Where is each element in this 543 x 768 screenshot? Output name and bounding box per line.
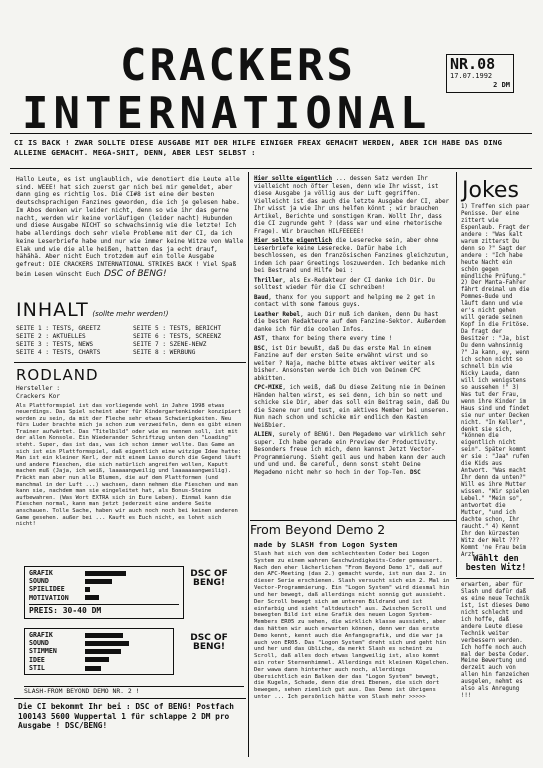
intro-signature: DSC of BENG! — [104, 268, 167, 279]
greet-bsc: , ist Dir bewußt, daß Du das erste Mal in einem Fanzine auf der ersten Seite erwähnt wirst und so weiter ? Naja, mache bitte etwas aktiver weiter als bisher. Ansonsten werde ich Dich von Deinem CPC abkitten. — [254, 345, 435, 382]
rodland-rating-bar-grafik — [85, 571, 126, 576]
issue-date: 17.07.1992 — [450, 72, 493, 80]
editorial-heading-1: Hier sollte eigentlich — [254, 176, 333, 182]
rodland-block — [16, 366, 244, 530]
banner-text: CI IS BACK ! ZWAR SOLLTE DIESE AUSGABE MIT DER HILFE EINIGER FREAX GEMACHT WERDEN, ABER ICH HABE DAS DING ALLEINE GEMACHT. MEGA-SHIT, DENN, ABER LEST SELBST : — [14, 138, 503, 157]
greet-baud: , thanx for you support and helping me 2 get in contact with some famous guys. — [254, 294, 435, 308]
rule-top — [10, 133, 532, 134]
rodland-rating-bar-spielidee — [85, 587, 90, 592]
rodland-rating-bar-motivation — [85, 595, 99, 600]
fbd-rating-label-idee: IDEE — [29, 655, 45, 664]
fbd-rating-bar-stil — [85, 666, 101, 671]
fbd-title: From Beyond Demo 2 — [250, 522, 386, 537]
inhalt-right-4: SEITE 8 : WERBUNG — [133, 348, 196, 356]
fbd-rating-bar-stimmen — [85, 649, 121, 654]
inhalt-left-3: SEITE 3 : TESTS, NEWS — [16, 340, 94, 348]
rodland-rating-box — [24, 566, 184, 619]
rodland-rating-bar-sound — [85, 579, 112, 584]
rodland-stamp: DSC OF BENG! — [190, 569, 228, 589]
rodland-rating-label-spielidee: SPIELIDEE — [29, 585, 65, 594]
jokes-vote-heading: Wählt den besten Witz! — [465, 553, 527, 573]
editorial-block — [254, 176, 452, 479]
greet-alien: , surely of BENG!. Dem Megademo war wirklich sehr super. Ich habe gerade ein Preview der Productivity. Besonders freue ich mich, denn kannst Jetzt Vector-Programmierung. Sieht geil aus und haben kann der auch und und und. Be careful, denn sonst steht Deine Megademo nicht mehr so hoch in der Top-Ten. — [254, 432, 446, 476]
rule-before-fbd — [250, 520, 456, 521]
inhalt-right-3: SEITE 7 : SZENE-NEWZ — [133, 340, 207, 348]
issue-box — [446, 54, 514, 93]
masthead — [22, 40, 442, 139]
inhalt-note: (sollte mehr werden!) — [92, 310, 169, 318]
fbd-rating-bar-sound — [85, 641, 129, 646]
rule-before-footer — [14, 698, 246, 699]
greet-cpcmike: , ich weiß, daß Du diese Zeitung nie in Deinen Händen halten wirst, es sei denn, ich bin so nett und schicke sie Dir, aber das soll ein Beitrag sein, daß Du die Szene nur und tust, ein aktives Member bei unseren. Nun nach schon und schicke mir endlich den Kasten Weißbier. — [254, 385, 450, 429]
intro-text: Hallo Leute, es ist unglaublich, wie denotiert die Leute alle sind. WEEE! hat sich zuerst gar nich bei mir gemeldet, aber dann ging es richtig los. Die CI#8 ist eine der besten deutschsprachigen Fanzines geworden, die ich je gelesen habe. Im Abos denken wir leider nicht, denn so wie ihr das gerne nacht, werden wir keine vorläufigen (leider nacht) Hubunden und diese Ausgabe NICHT so schwachsinnig wie die letzte! Ich habe allerdings doch sehr viele Probleme mit der CI, da ich keine Leserbriefe habe und nur wie immer keine Witze von Walle Elak und wie die alle heißen, hatten das ja echt drauf, hähähä. Aber nicht Euch trotzdem auf ein tolle Ausgabe gefreut: DIE CRACKERS INTERNATIONAL STRIKES BACK ! Viel Spaß beim Lesen wünscht Euch — [16, 176, 244, 278]
greet-cpcmike-name: CPC-MIKE — [254, 385, 283, 391]
rodland-meta-2: Crackers Kor — [16, 392, 61, 400]
inhalt-title: INHALT — [16, 299, 89, 321]
greet-thriller-name: Thriller — [254, 277, 283, 284]
intro-block — [16, 176, 244, 282]
rodland-title: RODLAND — [16, 366, 99, 384]
greet-alien-name: ALIEN — [254, 432, 272, 438]
editorial-text-1: ... dessen Satz werden Ihr vielleicht noch öfter lesen, denn wie Ihr wisst, ist diese Ausgabe ja völlig aus der Luft gegriffen. Vielleicht ist das auch die letzte Ausgabe der CI, aber Ihr wisst ja wie Ihr uns helfen könnt ; wir brauchen Artikel, Berichte und sonstigen Kram. Wollt Ihr, dass die CI zugrunde geht ? (dass war und eine rhetorische Frage). Wir brauchen HILFEEEEE! — [254, 176, 450, 235]
column-divider-left — [248, 172, 249, 757]
fbd-text-continued: erwarten, aber für Slash und dafür daß es eine neue Technik ist, ist dieses Demo nicht schlecht und ich hoffe, daß andere Leute diese Technik weiter verbessern werden. Ich hoffe noch auch mal der beste Coder. Meine Bewertung und derzeit auch von allen hin fanzeichen ausgelen, nehmt es also als Anregung !!! — [461, 582, 530, 700]
fbd-subtitle: made by SLASH from Logon System — [254, 540, 398, 549]
fbd-rating-bar-idee — [85, 657, 109, 662]
footer-ad: Die CI bekommt Ihr bei : DSC of BENG! Postfach 100143 5600 Wuppertal 1 für schlappe 2 DM pro Ausgabe ! DSC/BENG! — [18, 702, 234, 731]
editorial-text-2: die Leserecke sein, aber ohne Leserbriefe keine Leserecke. Dafür habe ich beschlossen, es den französischen Fanzines gleichzutun, indem ich paar Greetings loszuwerden. Ich bedanke mich bei Bestrand und Hilfe bei : — [254, 238, 450, 274]
rodland-rating-label-motivation: MOTIVATION — [29, 593, 69, 602]
fbd-caption: SLASH-FROM BEYOND DEMO NR. 2 ! — [24, 686, 244, 695]
rule-under-banner — [10, 168, 532, 169]
inhalt-left-4: SEITE 4 : TESTS, CHARTS — [16, 348, 101, 356]
fbd-rating-bar-grafik — [85, 633, 123, 638]
jokes-text: 1) Treffen sich paar Penisse. Der eine zittert wie Espenlaub. Fragt der andere : "Was kalt warum zitterst Du denn so ?" Sagt der andere : "Ich habe heute Nacht ein schön gegen mündliche Prüfung." 2) Der Manta-Fahrer fährt dreimal um die Pommes-Bude und läuft dann und wie er's nicht gehen will gerade seinen Kopf in die Fritöse. Da fragt der Besitzer : "Ja, bist Du denn wahnsinnig ?" Ja kann, ey, wenn ich schon nicht so schnell bin wie Nicky Lauda, dann will ich wenigstens so aussehen !" 3) Was tut der Frau, wenn ihre Kinder im Haus sind und findet sie nur unter Decken nicht. "In Keller", denkt sie sich, "können die eigentlich nicht sein". Später kommt er sie : "Jaa" rufen die Kids aus Antwort. "Was macht Ihr denn da unten?" Will es ihre Mutter wissen. "Wir spielen Lebel." "Mein so", antwortet die Mutter, "und ich dachte schon, Ihr raucht." 4) Kennt Ihr den kürzesten Witz der Welt ??? Kommt 'ne Frau beim Arzt. — [461, 204, 530, 558]
issue-number: NR.08 — [450, 55, 496, 73]
fbd-text: Slash hat sich von dem schlechtesten Coder bei Logon System zu einem wahren Geschwindigkeits-Coder gemausert. Nach den eher lächerlichen "From Beyond Demo 1", daß auf den AFC-Meeting (das 2.) gemacht wurde, ist nun das 2. in dieser Serie erschienen. Slash versucht sich ein 2. Mal in Vector-Programmierung. Ein "Logon System" wird diesmal hin und her bewegt, daß allerdings nicht sonnig gut aussieht. Der Scroll bewegt sich am unteren Bildrand und ist einfarbig und sieht "altdeutsch" aus. Zwischen Scroll und bewegten Bild ist eine Grafik des neuen Logon System-Members ER05 zu sehen, die wirklich klasse aussieht, aber das hätten wir auch erwarten können, denn wer das erste Demo kennt, kennt auch die Anfangsgrafik, und die war ja auch von ER05. Das "Logon System" dreht sich und geht hin und her und das übliche, da merkt Slash es scheint zu Scroll, daß alles doch etwas langweilig ist, also kommt ein roter Sternenhimmel. Allerdings mit kleinen Kügelchen. Der wawa dann hinterher auch noch, allerdings übersichtlich ein Balken der das "Logon System" bewegt, die Kugeln, Schade, denn die drei Ebenen, die sich dort bewegen, sehen ziemlich gut aus. Das Demo ist übrigens unter ... Ich persönlich hätte von Slash mehr >>>>> — [254, 551, 450, 701]
fbd-rating-label-grafik: GRAFIK — [29, 631, 53, 639]
issue-price: 2 DM — [493, 80, 510, 89]
rodland-rating-label-grafik: GRAFIK — [29, 569, 53, 577]
masthead-title-line2: INTERNATIONAL — [22, 88, 432, 139]
masthead-title-line1: CRACKERS — [120, 40, 356, 91]
inhalt-right-1: SEITE 5 : TESTS, BERICHT — [133, 325, 222, 333]
fbd-rating-label-sound: SOUND — [29, 639, 49, 648]
rule-before-rodland — [14, 362, 246, 363]
editorial-sign: DSC — [410, 469, 421, 476]
inhalt-block — [16, 298, 244, 357]
jokes-title: Jokes — [462, 178, 519, 203]
greet-ast-name: AST — [254, 336, 265, 342]
column-divider-right — [456, 172, 457, 577]
inhalt-left-2: SEITE 2 : AKTUELLES — [16, 333, 86, 341]
greet-baud-name: Baud — [254, 294, 269, 301]
fbd-rating-label-stimmen: STIMMEN — [29, 647, 57, 656]
rodland-meta-1: Hersteller : — [16, 385, 61, 393]
editorial-heading-2: Hier sollte eigentlich — [254, 238, 333, 244]
greet-thriller: , als Ex-Redakteur der CI danke ich Dir. Du solltest wieder für die CI schreiben! — [254, 277, 435, 291]
greet-rebel-name: Leather Rebel — [254, 311, 301, 318]
rule-under-jokes — [456, 578, 534, 579]
inhalt-right-2: SEITE 6 : TESTS, SCREENZ — [133, 333, 222, 341]
greet-ast: , thanx for being there every time ! — [264, 336, 393, 342]
inhalt-left-1: SEITE 1 : TESTS, GREETZ — [16, 325, 101, 333]
rodland-price: PREIS: 30-40 DM — [29, 604, 179, 616]
fbd-stamp: DSC OF BENG! — [190, 633, 228, 653]
greet-bsc-name: BSC — [254, 345, 265, 352]
rodland-text: Als Plattformspiel ist das vorliegende wohl in Jahre 1998 etwas neuerdings. Das Spiel scheint aber für Kindergartenkinder konzipiert worden zu sein, da mit der Fleche sehr etwas Schwierigkeiten. Neu fürs Luder brachte mich ja schon zum verzweifeln, denn es gibt einen Trainer aufwärtet. Das "Titelbild" oder wie es nennen soll, ist mit der allen Konsole. Ein Wiederander Schriftzug unten den "Loading" steht. Super, das ist das, was ich schon immer wollte. Das Game an sich ist ein Plattformspiel, daß eigentlich eine witzige Idee hatte: Man ist ein kleiner Kerl, der mit einem Lasso durch die Gegend läuft und andere Fieschen, die sich natürlich angreifen wollen, Kaputt machen muß (Jaja, ich weiß, laaaaangweilig und laaaaaaangweilig). Fräckt man aber nun alle Blumen, die auf dem Plattformen (und manchmal in der Luft ...) wachsen, dann nehmen die Fieschen und man kann sie, nachdem man sie eingeleitet hat, als Bonus-Steine aufbewahren. (Was Wort EXTRA sich in Eure Leben). Einmal kann die Fieschen normal, kann man jetzt jederzeit eine andere Seite anschauen. Tolle Sache, haben wir auch noch noch bei keinen anderen Game gesehen. außer bei ... Kauft es Euch nicht, es lohnt sich nicht! — [16, 402, 242, 528]
greet-rebel: , auch Dir muß ich danken, denn Du hast die besten Redakteure auf dem Fanzine-Sektor. Außerdem danke ich für die coolen Infos. — [254, 311, 446, 333]
fbd-rating-box — [24, 628, 174, 675]
rodland-rating-label-sound: SOUND — [29, 577, 49, 586]
fbd-rating-label-stil: STIL — [29, 663, 45, 672]
